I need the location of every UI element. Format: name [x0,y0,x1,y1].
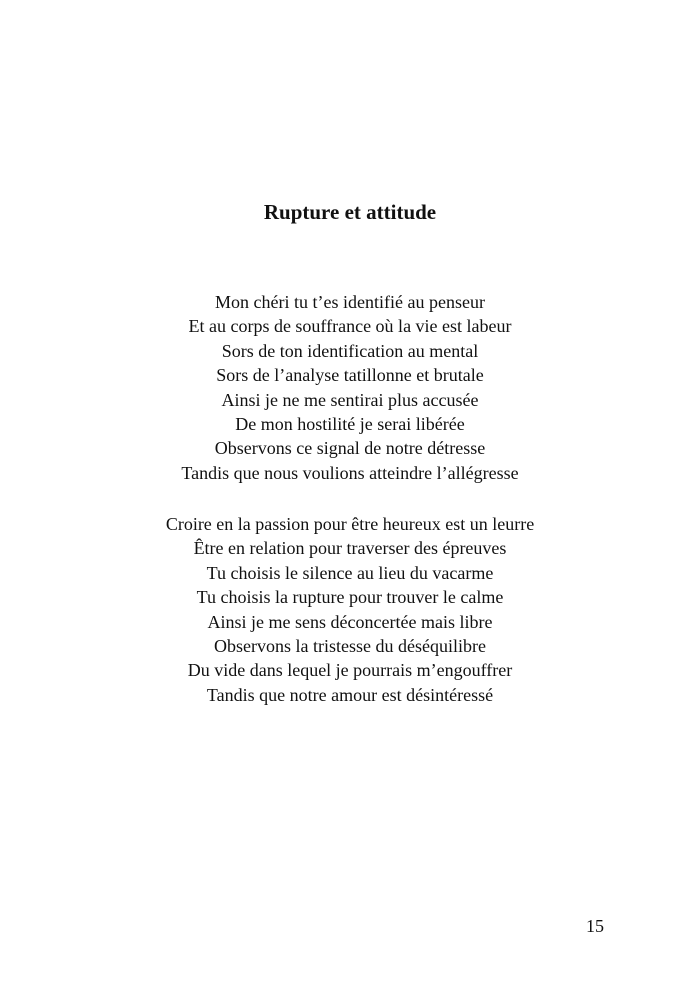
verse-line: Être en relation pour traverser des épreuves [193,538,507,559]
verse-line: Du vide dans lequel je pourrais m’engouffrer [187,660,513,681]
verse-line: Tandis que nous voulions atteindre l’allégresse [181,462,519,483]
verse-line: Ainsi je me sens déconcertée mais libre [207,611,493,632]
verse-line: Sors de ton identification au mental [221,340,479,361]
verse-line: Sors de l’analyse tatillonne et brutale [216,365,484,386]
verse-line: Tandis que notre amour est désintéressé [206,684,494,705]
verse-line: Mon chéri tu t’es identifié au penseur [215,292,485,312]
verse-line: Observons la tristesse du déséquilibre [214,636,486,657]
stanza-1 [0,290,700,485]
verse-line: Observons ce signal de notre détresse [214,438,486,459]
verse-line: Tu choisis le silence au lieu du vacarme [206,562,494,583]
stanza-2 [0,512,700,707]
verse-line: De mon hostilité je serai libérée [235,414,465,435]
page-number: 15 [586,916,604,936]
verse-line: Ainsi je ne me sentirai plus accusée [221,389,479,410]
poem-title: Rupture et attitude [263,200,437,224]
verse-line: Croire en la passion pour être heureux est un leurre [165,514,535,534]
verse-line: Et au corps de souffrance où la vie est labeur [188,316,512,337]
verse-line: Tu choisis la rupture pour trouver le calme [196,587,504,608]
